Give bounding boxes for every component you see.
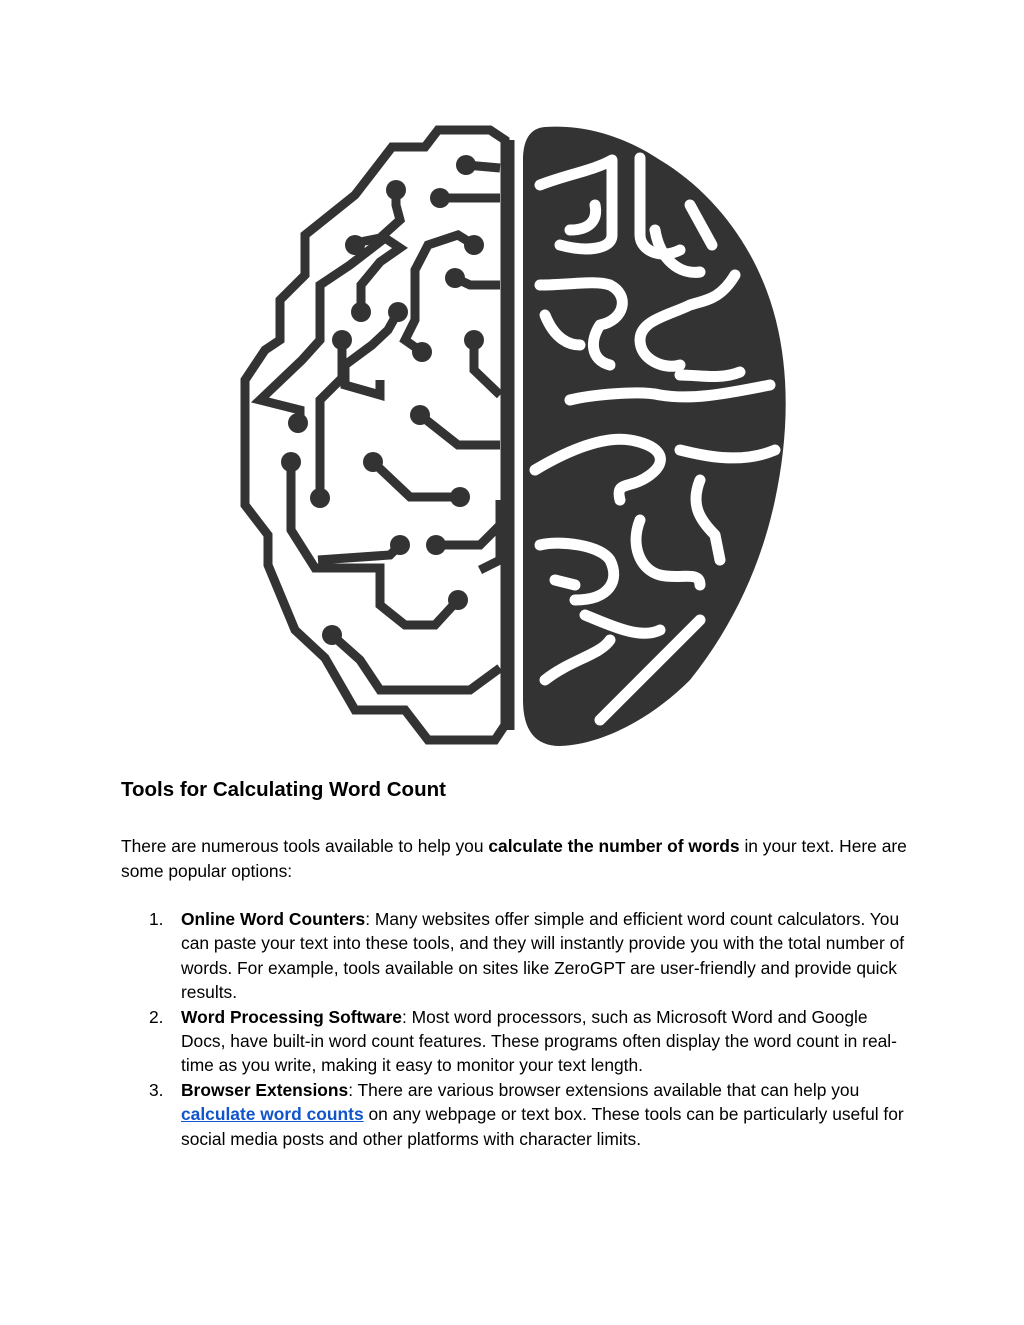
list-item: 3. Browser Extensions: There are various browser extensions available that can help you calculate word counts on any webpage or text box. These tools can be particularly useful for social media posts and other platforms with character limits. [149,1079,904,1149]
list-item-label: Online Word Counters [181,909,366,929]
calculate-word-counts-link[interactable]: calculate word counts [181,1104,364,1125]
organic-half [523,127,786,746]
intro-paragraph: There are numerous tools available to help you calculate the number of words in your text. Here are some popular options: [121,836,907,881]
list-item-label: Word Processing Software [181,1006,402,1027]
circuit-half [245,130,510,740]
intro-bold-phrase: calculate the number of words [488,836,740,856]
list-number: 2. [149,1006,164,1027]
list-number: 3. [149,1079,164,1100]
document-body [121,776,911,1151]
list-item: 2. Word Processing Software: Most word processors, such as Microsoft Word and Google Docs, have built-in word count features. These programs often display the word count in real-time as you write, making it easy to monitor your text length. [149,1006,897,1076]
list-item: 1. Online Word Counters: Many websites offer simple and efficient word count calculators. You can paste your text into these tools, and they will instantly provide you with the total number of words. For example, tools available on sites like ZeroGPT are user-friendly and provide quick results. [149,909,905,1003]
list-number: 1. [149,909,164,929]
list-item-label: Browser Extensions [181,1079,349,1100]
tools-list [121,907,911,1151]
section-heading: Tools for Calculating Word Count [121,778,446,801]
brain-circuit-illustration [238,122,790,750]
